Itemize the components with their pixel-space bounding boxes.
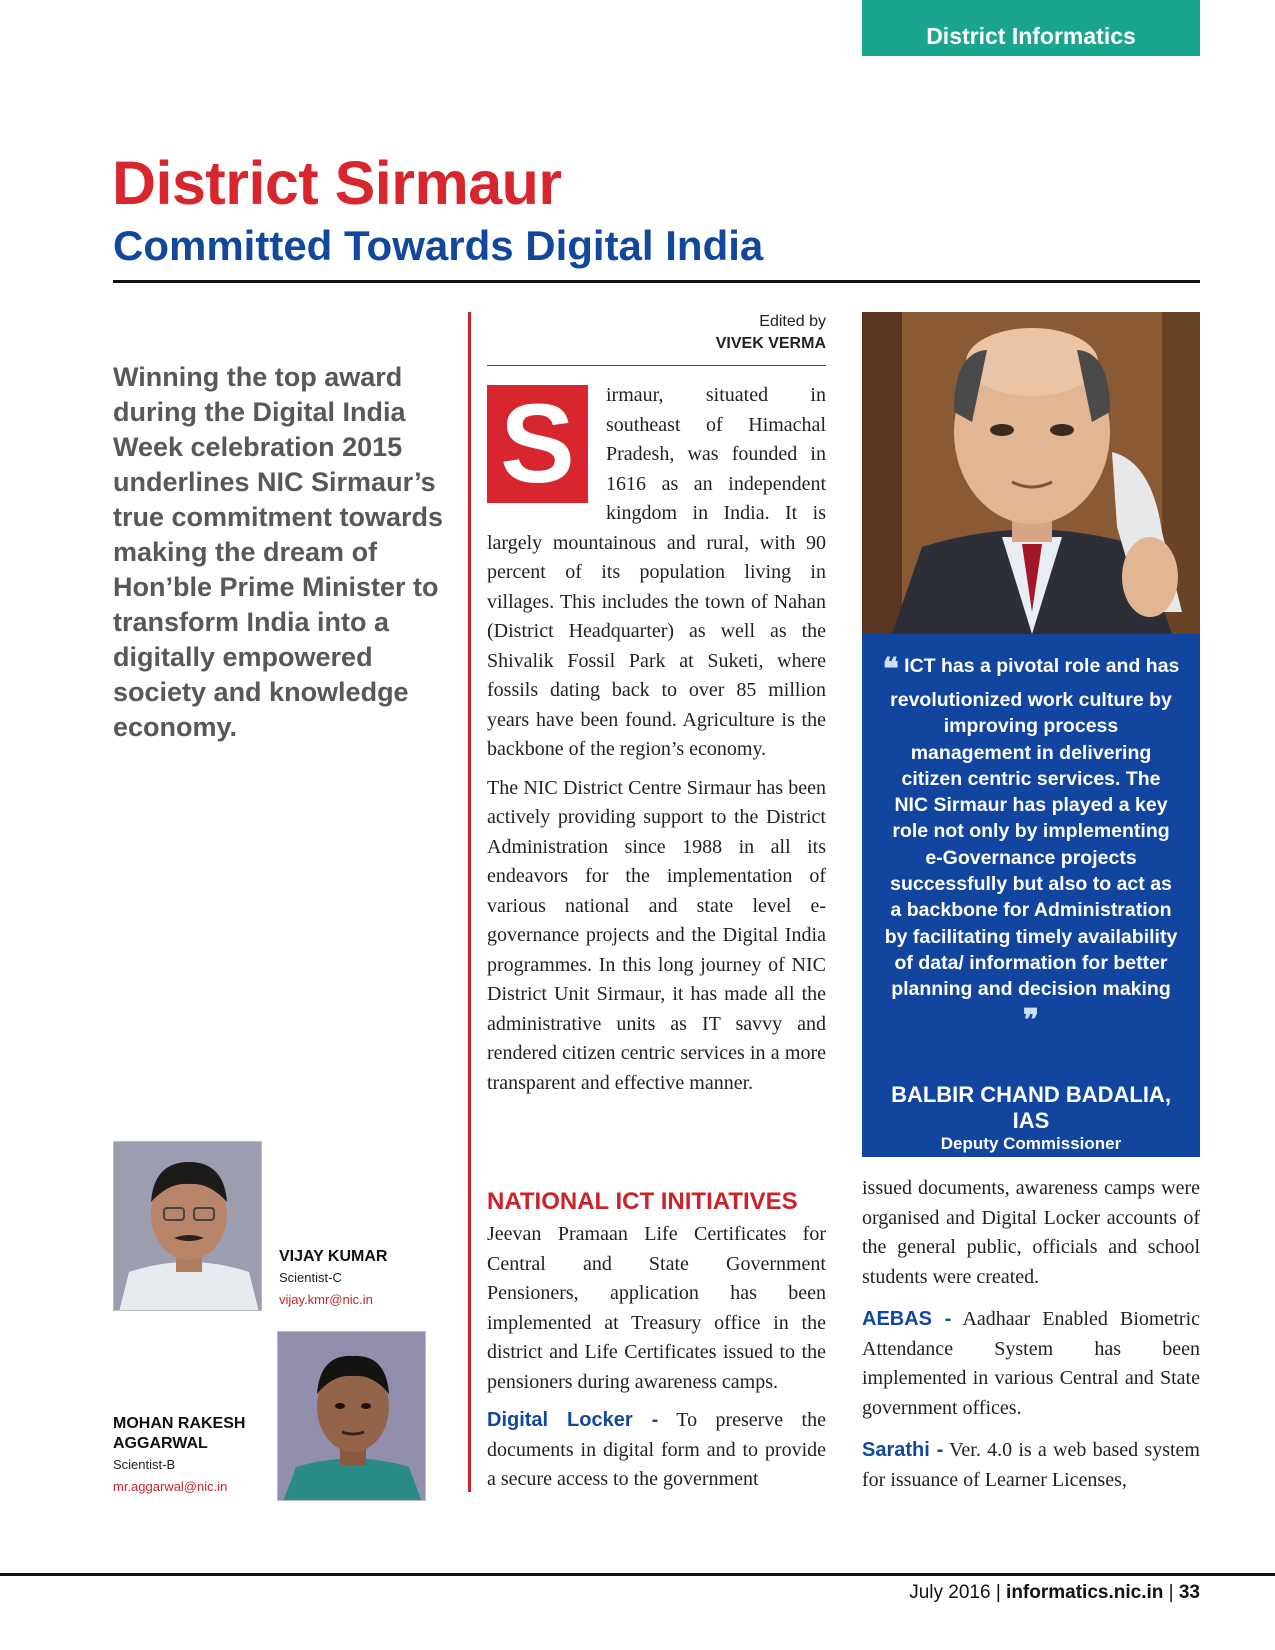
right-paragraph-1: issued documents, awareness camps were organised and Digital Locker accounts of the general public, officials and school students were created.: [862, 1177, 1200, 1288]
pull-quote: [862, 634, 1200, 1157]
author-name: MOHAN RAKESH AGGARWAL: [113, 1415, 246, 1452]
aebas-heading: AEBAS -: [862, 1308, 952, 1330]
page-number: 33: [1178, 1582, 1200, 1603]
article-subtitle: Committed Towards Digital India: [113, 222, 764, 269]
article-title: District Sirmaur: [112, 149, 562, 217]
edited-by-label: Edited by: [759, 313, 826, 330]
paragraph-1-text: irmaur, situated in southeast of Himachal Pradesh, was founded in 1616 as an independent kingdom in India. It is largely mountainous and rural, with 90 percent of its population living in villages. This includes the town of Nahan (District Headquarter) as well as the Shivalik Fossil Park at Suketi, where fossils dating back to over 85 million years have been found. Agriculture is the backbone of the region’s economy.: [487, 384, 826, 760]
title-divider: [113, 280, 1200, 283]
paragraph-2: The NIC District Centre Sirmaur has been actively providing support to the District Administration since 1988 in all its endeavors for the implementation of various national and state level e-governance projects and the Digital India programmes. In this long journey of NIC District Unit Sirmaur, it has made all the administrative units as IT savvy and rendered citizen centric services in a more transparent and effective manner.: [487, 776, 826, 1094]
editor-name: VIVEK VERMA: [715, 335, 826, 352]
digital-locker-paragraph: [487, 1406, 826, 1495]
intro-text: Winning the top award during the Digital India Week celebration 2015 underlines NIC Sirmaur’s true commitment towards making the dream of Hon’ble Prime Minister to transform India into a digitally empowered society and knowledge economy.: [113, 362, 444, 742]
open-quote-icon: ❝: [882, 652, 899, 687]
aebas-paragraph: [862, 1305, 1200, 1423]
paragraph-1: [487, 381, 826, 765]
digital-locker-heading: Digital Locker -: [487, 1409, 659, 1431]
aebas-text: Aadhaar Enabled Biometric Attendance System has been implemented in various Central and State government offices.: [862, 1308, 1200, 1419]
quote-author-role: Deputy Commissioner: [940, 1133, 1122, 1153]
digital-locker-text: To preserve the documents in digital form and to provide a secure access to the government: [487, 1409, 826, 1490]
page-footer: July 2016 | informatics.nic.in | 33: [909, 1582, 1200, 1603]
drop-cap: S: [487, 385, 588, 503]
close-quote-icon: ❞: [1022, 1002, 1040, 1038]
quote-text-block: [882, 652, 1180, 1038]
footer-date: July 2016: [909, 1582, 991, 1603]
editor-credit: [487, 311, 826, 355]
sarathi-paragraph: [862, 1436, 1200, 1495]
quote-author-name: BALBIR CHAND BADALIA, IAS: [891, 1081, 1171, 1133]
author-vijay-kumar: [279, 1247, 459, 1311]
footer-site[interactable]: informatics.nic.in: [1006, 1582, 1164, 1603]
right-column: [862, 1174, 1200, 1508]
deputy-commissioner-photo: [862, 312, 1200, 634]
portrait-illustration: [862, 312, 1200, 634]
paragraph-3: Jeevan Pramaan Life Certificates for Central and State Government Pensioners, application has been implemented at Treasury office in the district and Life Certificates issued to the pensioners during awareness camps.: [487, 1223, 826, 1393]
author-photo-mohan-rakesh-aggarwal: [277, 1331, 426, 1501]
author-name: VIJAY KUMAR: [279, 1248, 388, 1265]
author-portrait: [278, 1332, 426, 1501]
sarathi-text: Ver. 4.0 is a web based system for issuance of Learner Licenses,: [862, 1439, 1200, 1491]
main-column: [487, 381, 826, 1107]
sarathi-heading: Sarathi -: [862, 1439, 944, 1461]
author-role: Scientist-C: [279, 1270, 342, 1285]
editor-divider: [487, 365, 826, 366]
initiatives-column: [487, 1188, 826, 1504]
column-divider: [468, 312, 471, 1492]
author-mohan-rakesh-aggarwal: [113, 1414, 273, 1498]
author-email[interactable]: mr.aggarwal@nic.in: [113, 1479, 228, 1494]
author-role: Scientist-B: [113, 1457, 176, 1472]
section-tab: District Informatics: [862, 0, 1200, 56]
author-portrait: [114, 1142, 262, 1311]
quote-text: ICT has a pivotal role and has revolutionized work culture by improving process management in delivering citizen centric services. The NIC Sirmaur has played a key role not only by implementing e-Governance projects successfully but also to act as a backbone for Administration by facilitating timely availability of data/ information for better planning and decision making: [884, 655, 1180, 1001]
author-photo-vijay-kumar: [113, 1141, 262, 1311]
author-email[interactable]: vijay.kmr@nic.in: [279, 1292, 373, 1307]
footer-divider: [0, 1573, 1275, 1576]
section-heading: NATIONAL ICT INITIATIVES: [487, 1188, 798, 1215]
